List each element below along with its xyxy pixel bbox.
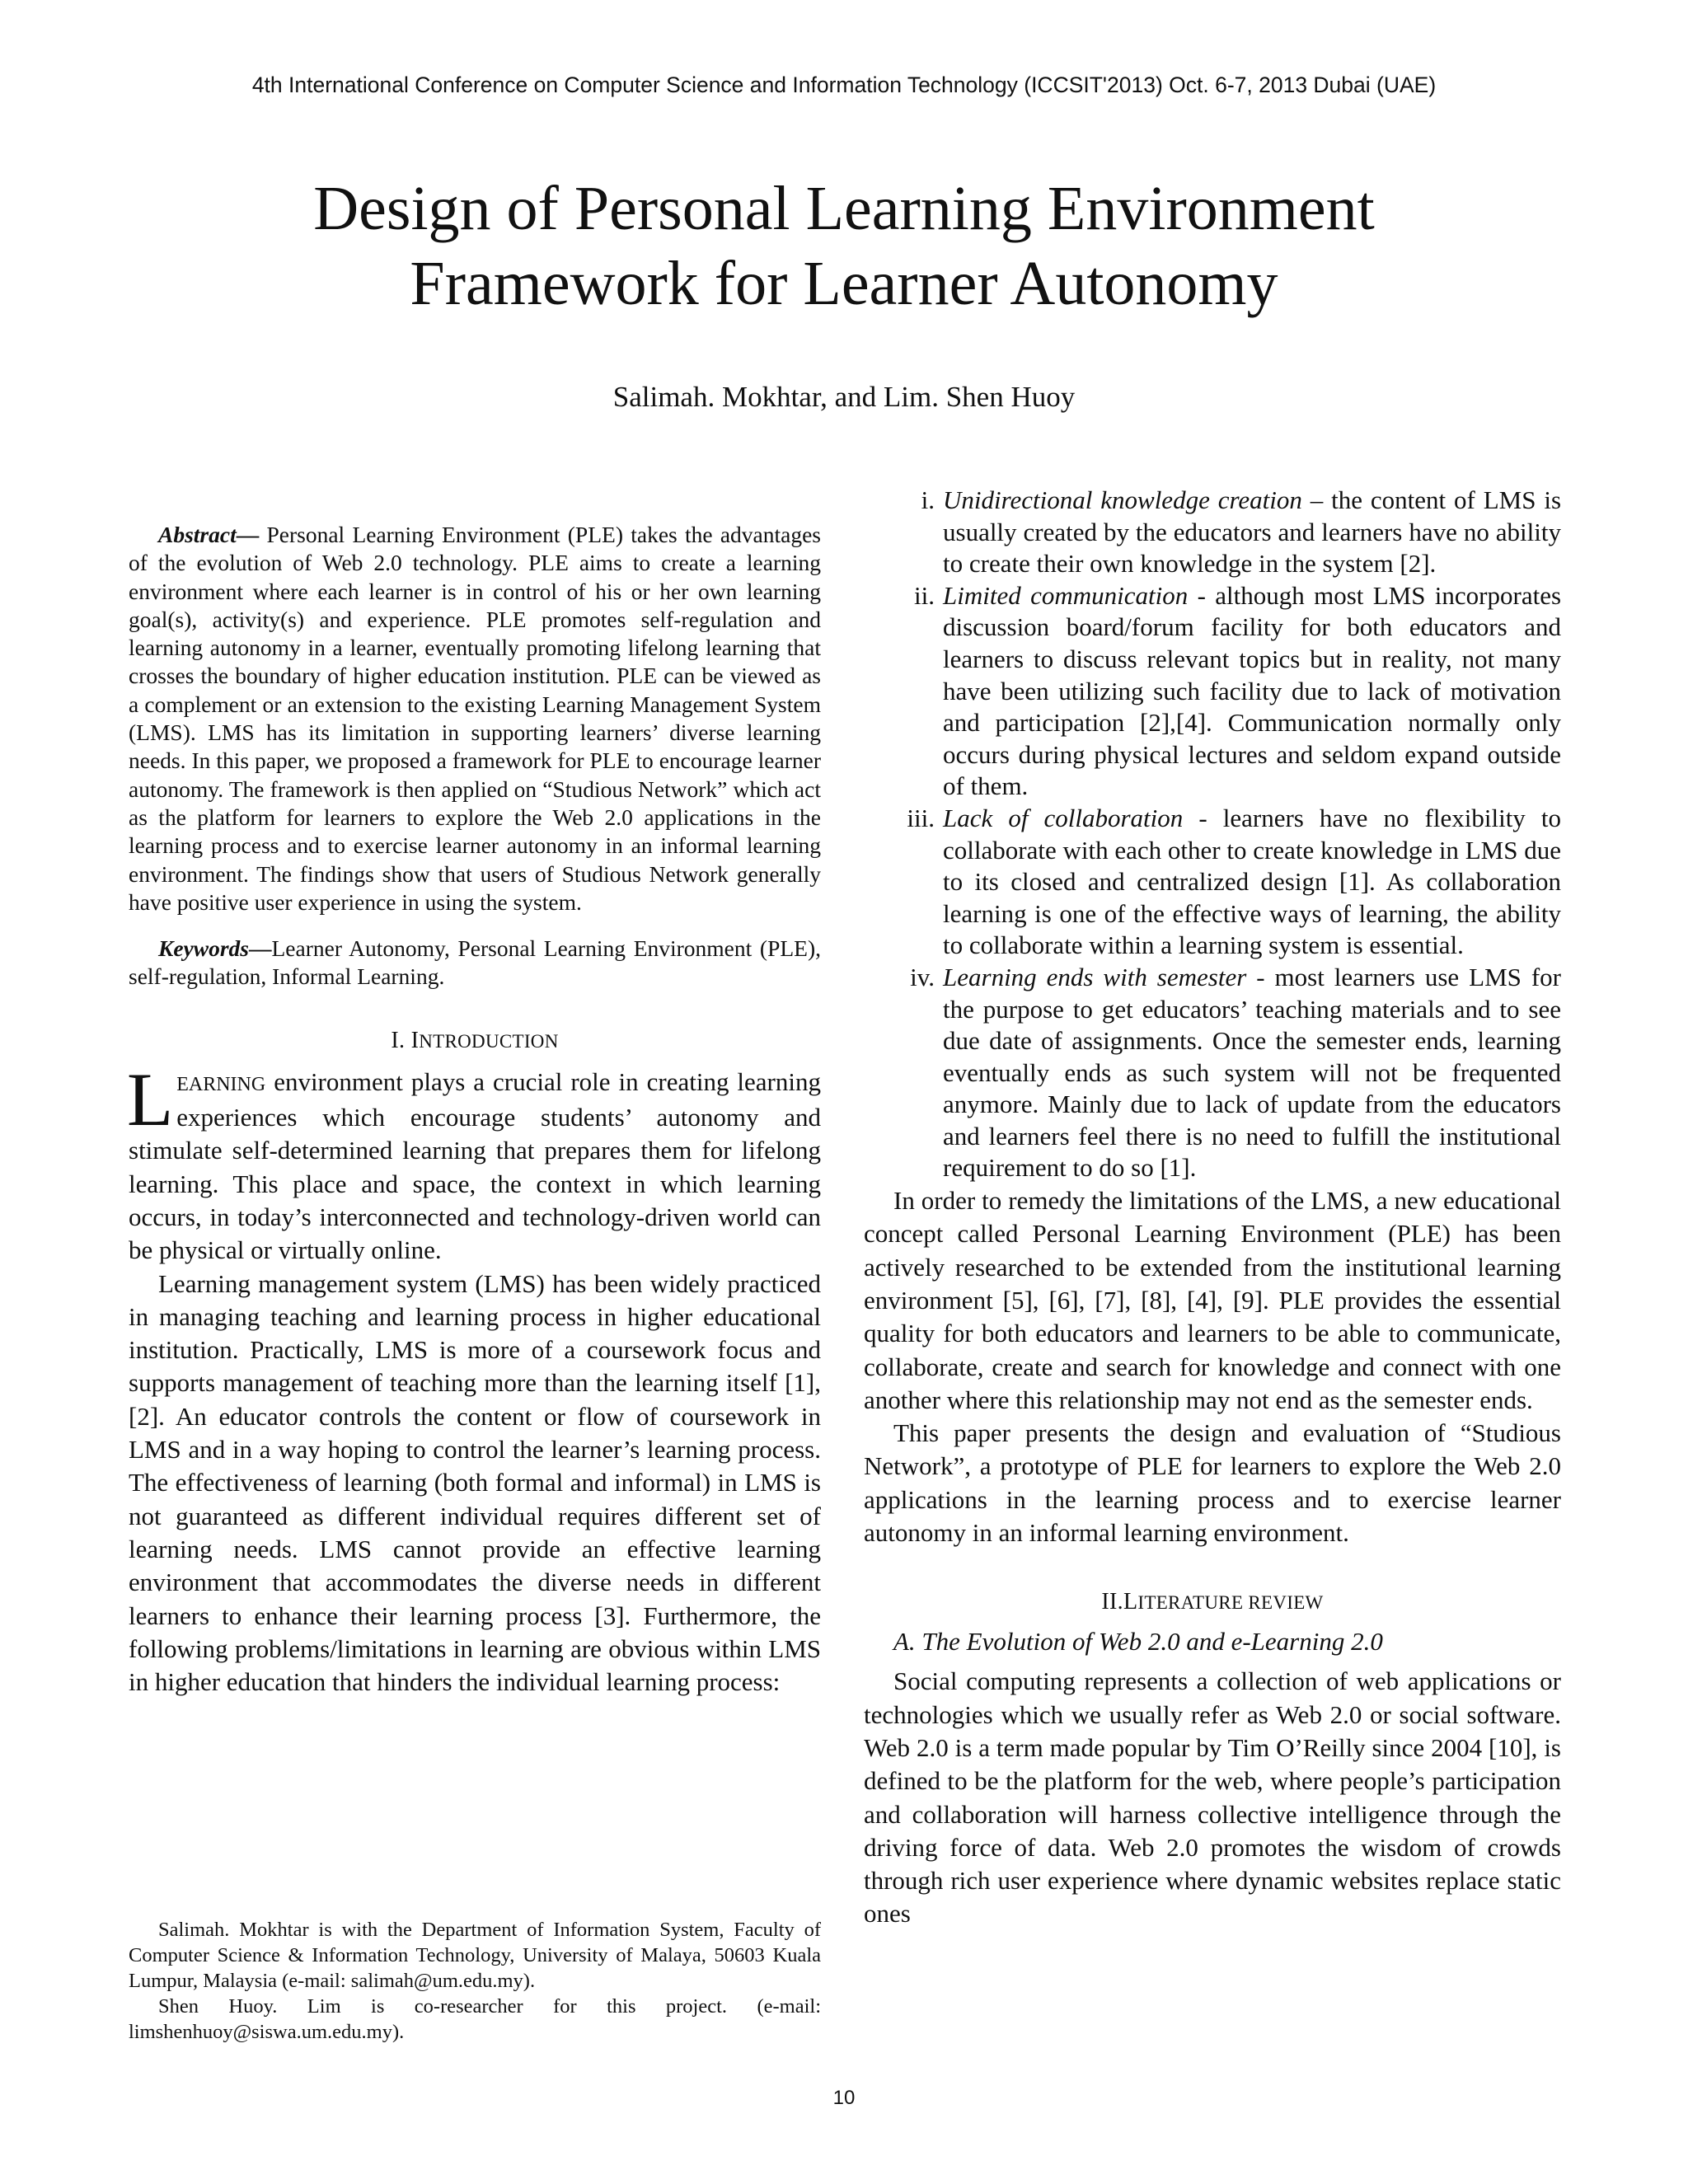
intro-paragraph-1: LEARNING environment plays a crucial role in creating learning experiences which encourage students’ autonomy and stimulate self-determined learning that prepares them for lifelong learning. This place and space, the context in which learning occurs, in today’s interconnected and technology-driven world can be physical or virtually online. [127, 1057, 821, 1265]
list-item: i. Unidirectional knowledge creation – the content of LMS is usually created by the educators and learners have no ability to create their own knowledge in the system [2]. [921, 485, 1562, 579]
page-number: 10 [832, 2087, 856, 2109]
drop-cap: L [127, 1057, 174, 1141]
subsection-heading: A. The Evolution of Web 2.0 and e-Learning 2.0 [893, 1627, 1383, 1657]
literature-paragraph-1: Social computing represents a collection of web applications or technologies which we usually refer as Web 2.0 or social software. Web 2.0 is a term made popular by Tim O’Reilly since 2004 [10], is defined to be the platform for the web, where people’s participation and collaboration will harness collective intelligence through the driving force of data. Web 2.0 promotes the wisdom of crowds through rich user experience where dynamic websites replace static ones [864, 1666, 1561, 1929]
section-heading-introduction: I. INTRODUCTION [391, 1027, 559, 1053]
keywords-text: Learner Autonomy, Personal Learning Environment (PLE), self-regulation, Informal Learning. [129, 935, 821, 990]
right-paragraph-2: This paper presents the design and evaluation of “Studious Network”, a prototype of PLE for learners to explore the Web 2.0 applications in the learning process and to exercise learner autonomy in an informal learning environment. [864, 1418, 1561, 1548]
list-item: iii. Lack of collaboration - learners have no flexibility to collaborate with each other to create knowledge in LMS due to its closed and centralized design [1]. As collaboration learning is one of the effective ways of learning, the ability to collaborate within a learning system is essential. [907, 803, 1561, 960]
list-item: iv. Learning ends with semester - most learners use LMS for the purpose to get educators’ teaching materials and to see due date of assignments. Once the semester ends, learning eventually ends as such system will not be frequented anymore. Mainly due to lack of update from the educators and learners feel there is no need to fulfill the institutional requirement to do so [1]. [910, 962, 1562, 1183]
title-line-2: Framework for Learner Autonomy [410, 249, 1278, 318]
right-paragraph-1: In order to remedy the limitations of the LMS, a new educational concept called Personal Learning Environment (PLE) has been actively researched to be extended from the institutional learning environment [5], [6], [7], [8], [4], [9]. PLE provides the essential quality for both educators and learners to be able to communicate, collaborate, create and search for knowledge and connect with one another where this relationship may not end as the semester ends. [864, 1186, 1561, 1414]
abstract-label: Abstract [158, 522, 237, 547]
footnote-1: Salimah. Mokhtar is with the Department of Information System, Faculty of Computer Science & Information Technology, University of Malaya, 50603 Kuala Lumpur, Malaysia (e-mail: salimah@um.edu.my). [129, 1919, 821, 1992]
title-line-1: Design of Personal Learning Environment [313, 174, 1375, 243]
right-column [864, 485, 1561, 1931]
footnotes [129, 1917, 821, 2045]
section-heading-literature: II.LITERATURE REVIEW [1101, 1589, 1324, 1615]
abstract-text: Personal Learning Environment (PLE) takes the advantages of the evolution of Web 2.0 technology. PLE aims to create a learning environment where each learner is in control of his or her own learning goal(s), activity(s) and experience. PLE promotes self-regulation and learning autonomy in a learner, eventually promoting lifelong learning that crosses the boundary of higher education institution. PLE can be viewed as a complement or an extension to the existing Learning Management System (LMS). LMS has its limitation in supporting learners’ diverse learning needs. In this paper, we proposed a framework for PLE to encourage learner autonomy. The framework is then applied on “Studious Network” which act as the platform for learners to explore the Web 2.0 applications in the learning process and to exercise learner autonomy in an informal learning environment. The findings show that users of Studious Network generally have positive user experience in using the system. [129, 522, 821, 915]
keywords-label: Keywords [158, 935, 249, 962]
list-item: ii. Limited communication - although most LMS incorporates discussion board/forum facility for both educators and learners to discuss relevant topics but in reality, not many have been utilizing such facility due to lack of motivation and participation [2],[4]. Communication normally only occurs during physical lectures and seldom expand outside of them. [914, 580, 1562, 801]
left-column [129, 521, 821, 1699]
footnote-2: Shen Huoy. Lim is co-researcher for this project. (e-mail: limshenhuoy@siswa.um.edu.my). [129, 1995, 821, 2043]
limitations-list [864, 485, 1561, 1184]
keywords [129, 935, 821, 991]
paper-title [0, 171, 1688, 321]
intro-paragraph-2: Learning management system (LMS) has been widely practiced in managing teaching and learning process in higher educational institution. Practically, LMS is more of a coursework focus and supports management of teaching more than the learning itself [1], [2]. An educator controls the content or flow of coursework in LMS and in a way hoping to control the learner’s learning process. The effectiveness of learning (both formal and informal) in LMS is not guaranteed as different individual requires different set of learning needs. LMS cannot provide an effective learning environment that accommodates the diverse needs in different learners to enhance their learning process [3]. Furthermore, the following problems/limitations in learning are obvious within LMS in higher education that hinders the individual learning process: [129, 1268, 821, 1697]
abstract-dash: — [236, 522, 267, 547]
keywords-dash: — [249, 935, 272, 962]
authors: Salimah. Mokhtar, and Lim. Shen Huoy [612, 381, 1076, 413]
abstract [129, 521, 821, 916]
conference-header: 4th International Conference on Computer Science and Information Technology (ICCSIT'2013) Oct. 6-7, 2013 Dubai (UAE) [251, 73, 1437, 97]
